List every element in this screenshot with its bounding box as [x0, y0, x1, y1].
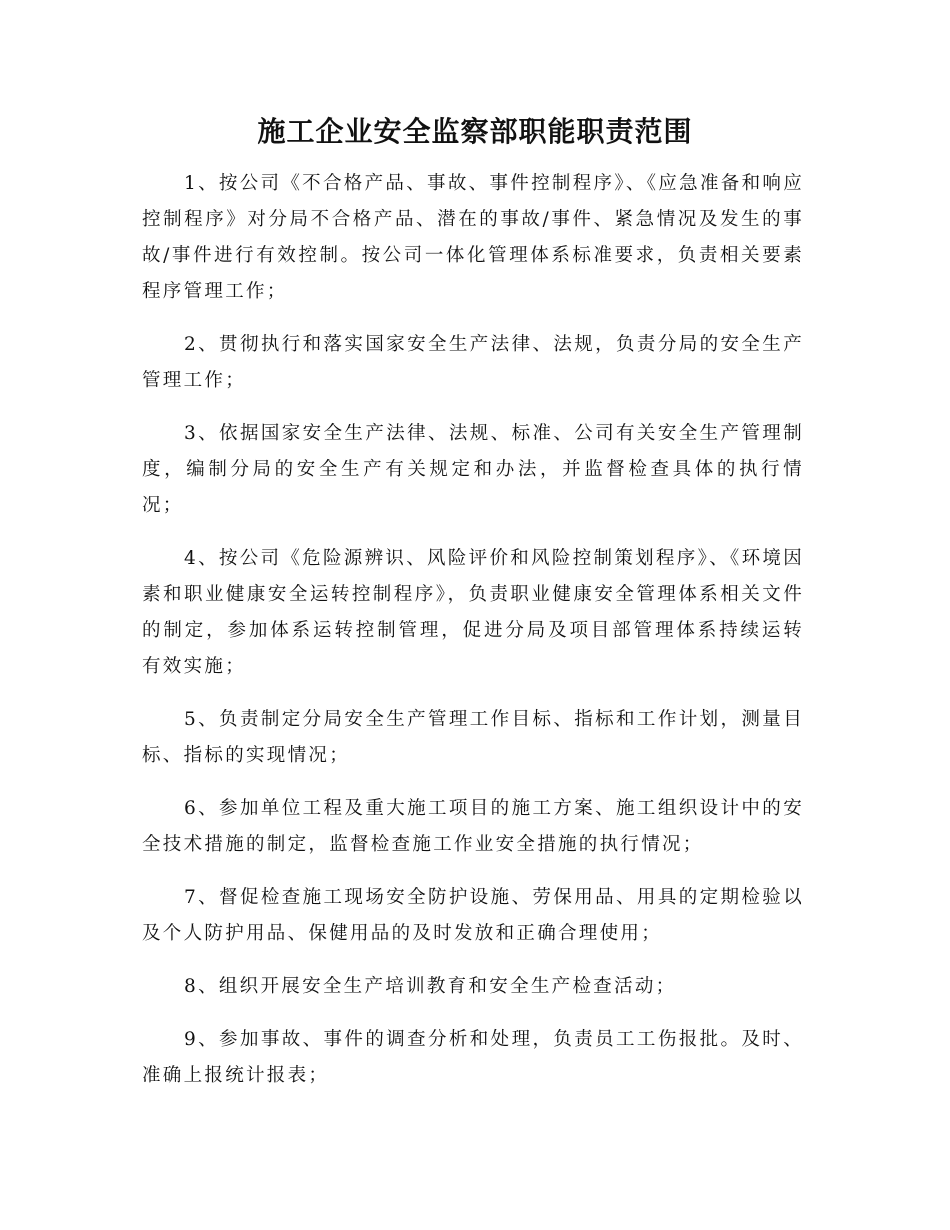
paragraph-9: 9、参加事故、事件的调查分析和处理，负责员工工伤报批。及时、准确上报统计报表；: [142, 1029, 804, 1086]
document-body: [142, 166, 804, 1111]
paragraph-8: 8、组织开展安全生产培训教育和安全生产检查活动；: [184, 976, 677, 997]
paragraph-4: 4、按公司《危险源辨识、风险评价和风险控制策划程序》、《环境因素和职业健康安全运转控制程序》，负责职业健康安全管理体系相关文件的制定，参加体系运转控制管理，促进分局及项目部管理体系持续运转有效实施；: [142, 548, 804, 677]
paragraph-3: 3、依据国家安全生产法律、法规、标准、公司有关安全生产管理制度，编制分局的安全生产有关规定和办法，并监督检查具体的执行情况；: [142, 423, 804, 516]
paragraph-7: 7、督促检查施工现场安全防护设施、劳保用品、用具的定期检验以及个人防护用品、保健用品的及时发放和正确合理使用；: [142, 887, 804, 944]
paragraph-6: 6、参加单位工程及重大施工项目的施工方案、施工组织设计中的安全技术措施的制定，监督检查施工作业安全措施的执行情况；: [142, 798, 804, 855]
document-title: 施工企业安全监察部职能职责范围: [257, 115, 693, 148]
paragraph-1: 1、按公司《不合格产品、事故、事件控制程序》、《应急准备和响应控制程序》对分局不合格产品、潜在的事故/事件、紧急情况及发生的事故/事件进行有效控制。按公司一体化管理体系标准要求，负责相关要素程序管理工作；: [142, 173, 804, 302]
paragraph-5: 5、负责制定分局安全生产管理工作目标、指标和工作计划，测量目标、指标的实现情况；: [142, 709, 804, 766]
paragraph-2: 2、贯彻执行和落实国家安全生产法律、法规，负责分局的安全生产管理工作；: [142, 334, 804, 391]
